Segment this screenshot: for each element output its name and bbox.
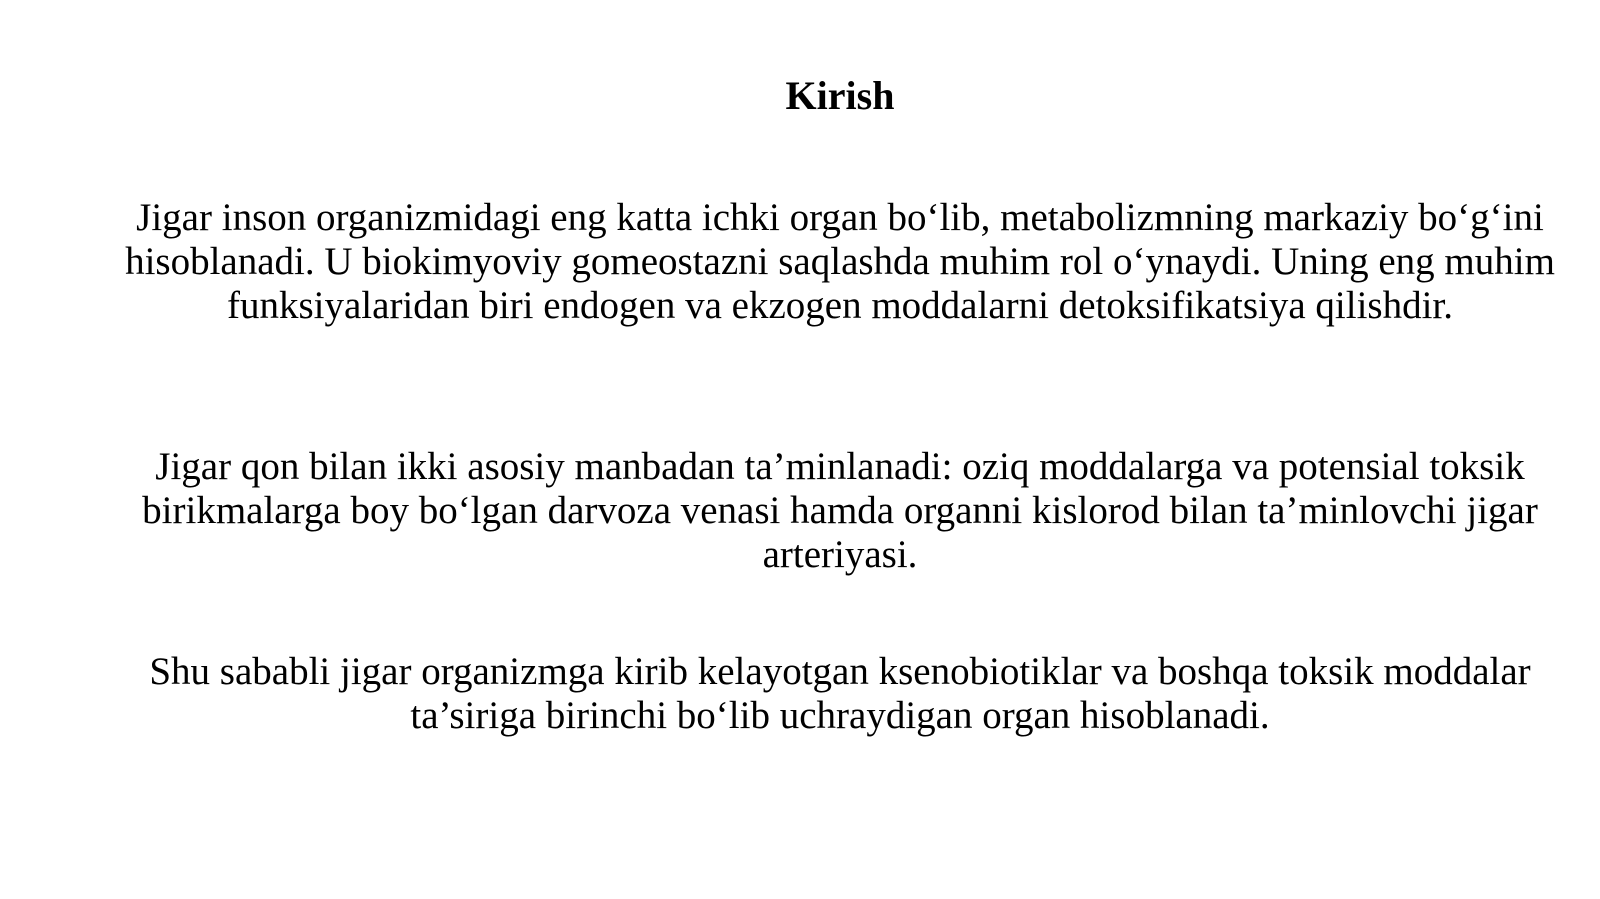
paragraph-liver-metabolism: Jigar inson organizmidagi eng katta ichki organ bo‘lib, metabolizmning markaziy bo‘g‘ini hisoblanadi. U biokimyoviy gomeostazni saqlashda muhim rol o‘ynaydi. Uning eng muhim funksiyalaridan biri endogen va ekzogen moddalarni detoksifikatsiya qilishdir.: [125, 196, 1555, 327]
paragraph-toxic-exposure: Shu sababli jigar organizmga kirib kelayotgan ksenobiotiklar va boshqa toksik moddalar ta’siriga birinchi bo‘lib uchraydigan organ hisoblanadi.: [149, 650, 1531, 737]
slide-title: Kirish: [785, 73, 895, 118]
paragraph-blood-supply: Jigar qon bilan ikki asosiy manbadan ta’minlanadi: oziq moddalarga va potensial toksik birikmalarga boy bo‘lgan darvoza venasi hamda organni kislorod bilan ta’minlovchi jigar arteriyasi.: [142, 445, 1538, 576]
